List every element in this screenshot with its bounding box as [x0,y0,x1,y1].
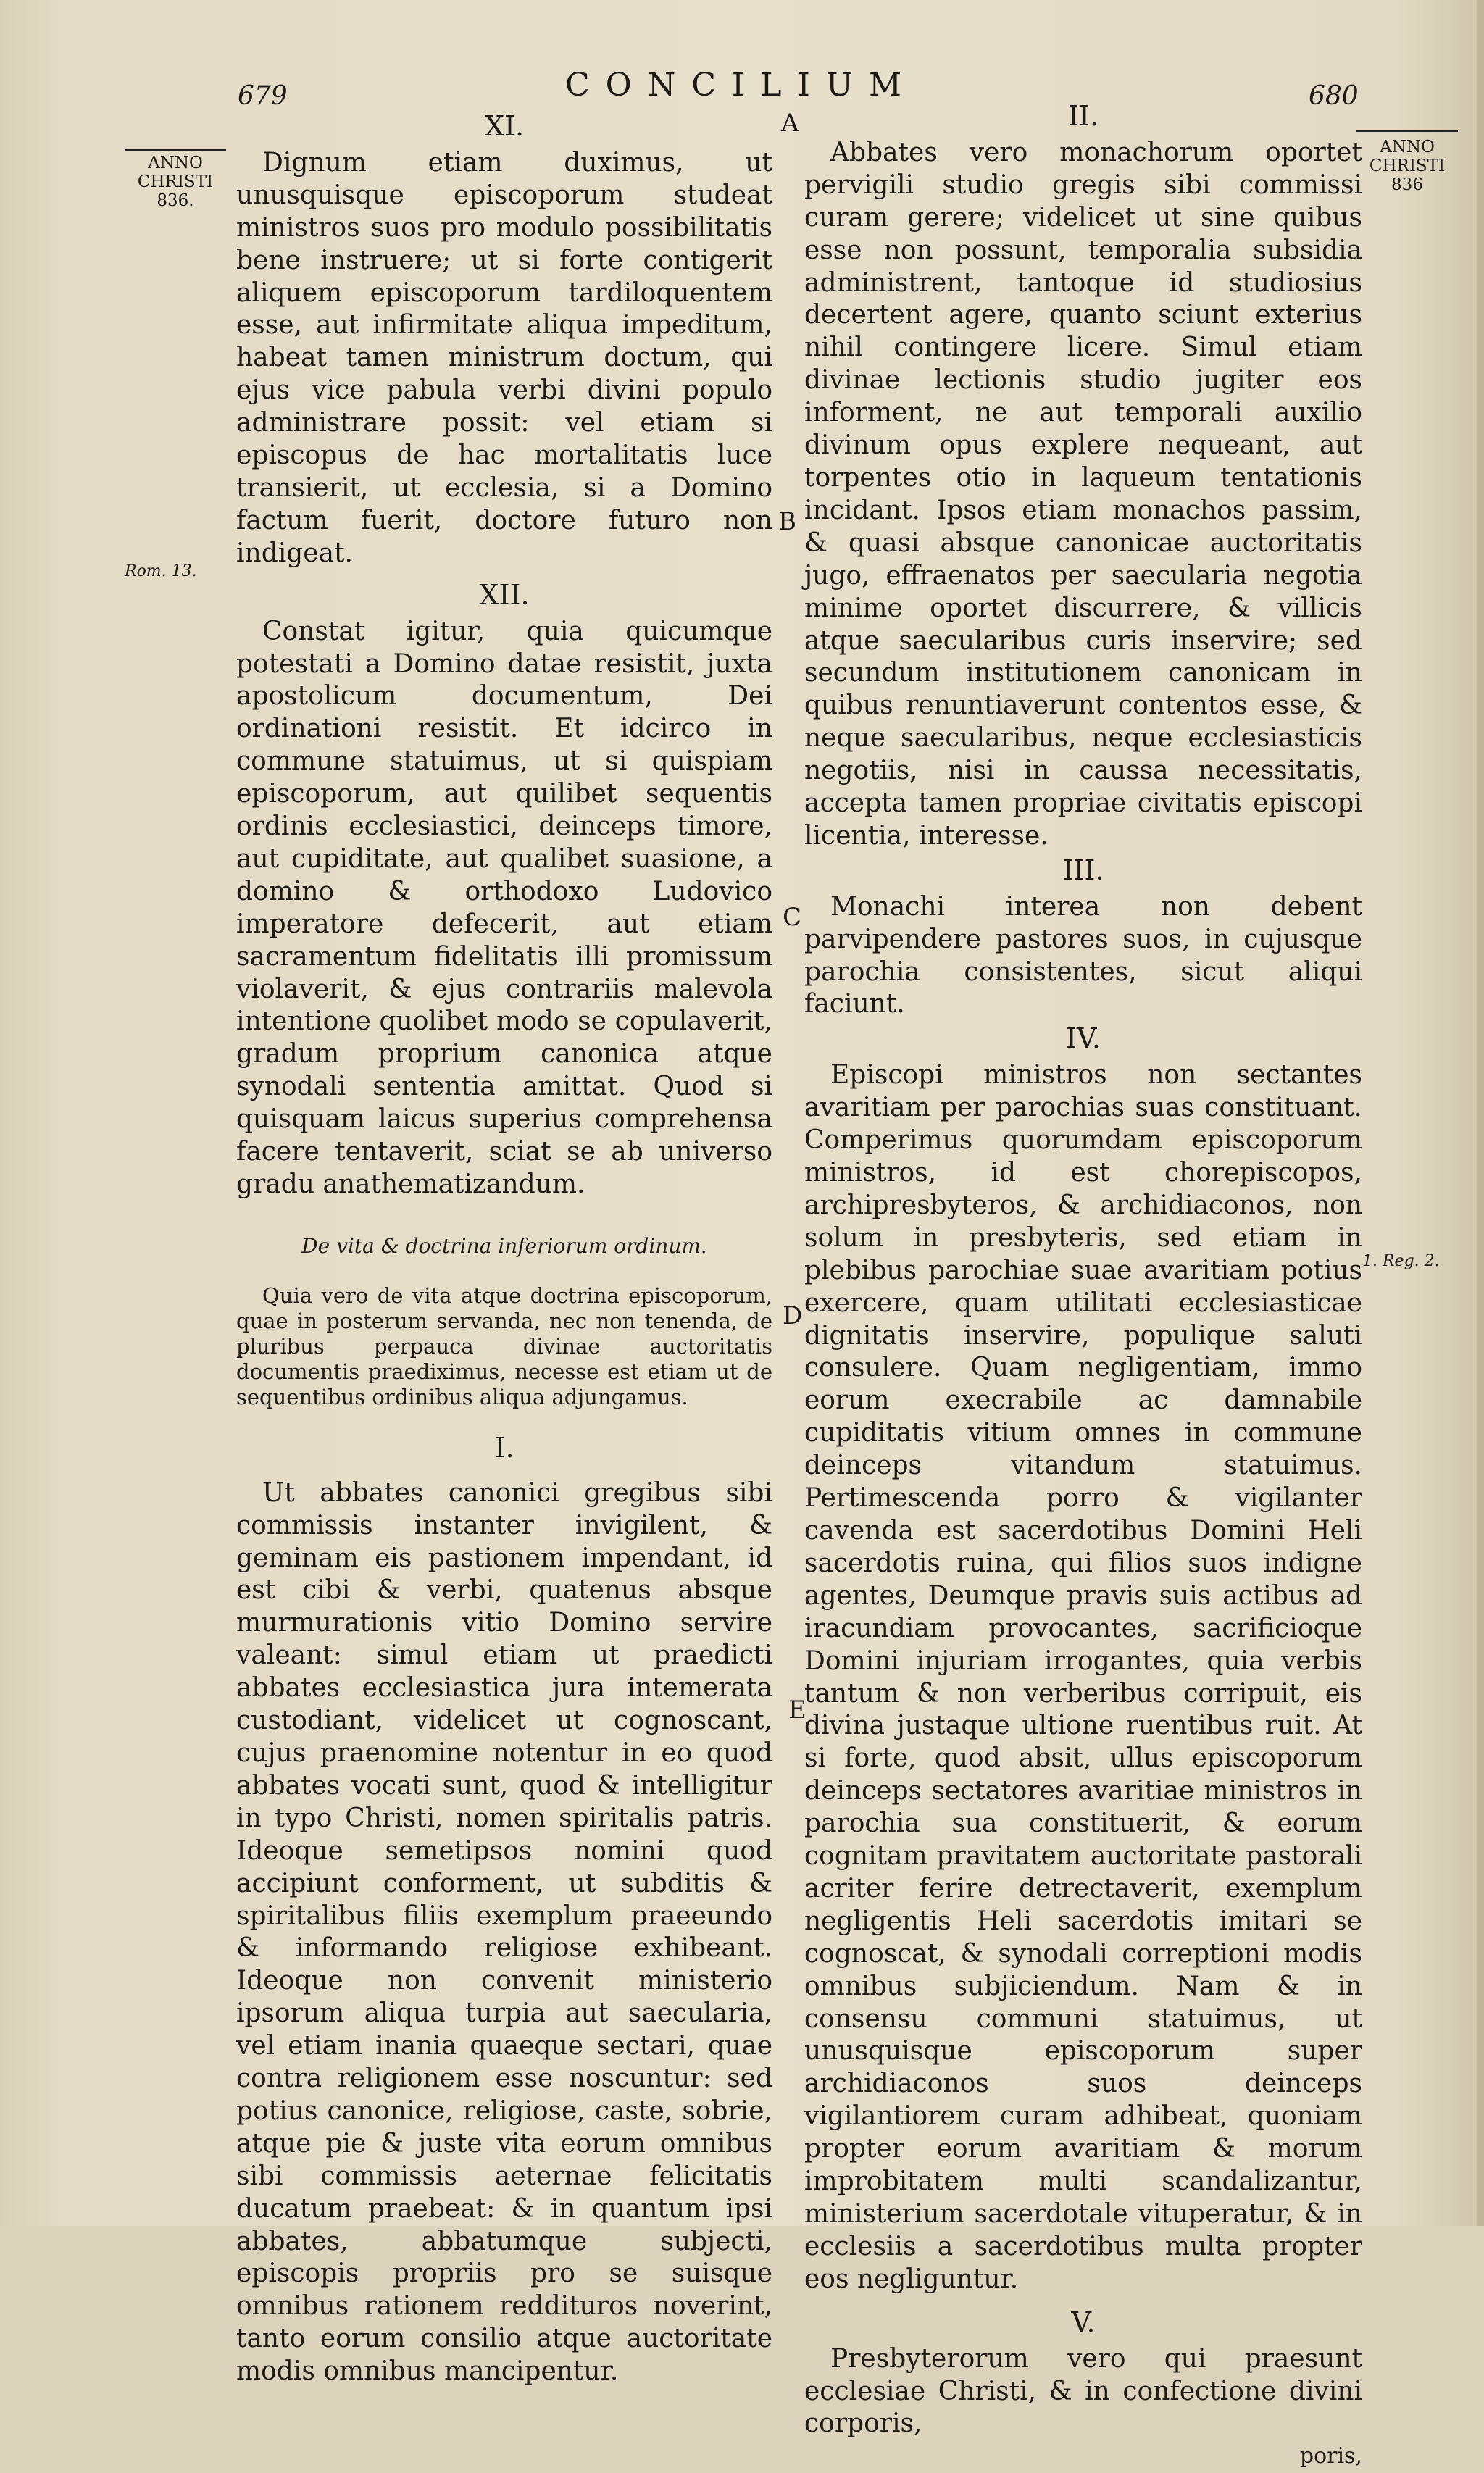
margin-anno: ANNO [148,154,203,172]
paragraph-v: Presbyterorum vero qui praesunt ecclesiae Christi, & in confectione divini corporis, [804,2343,1362,2439]
right-column [804,99,1362,2473]
paragraph-xii: Constat igitur, quia quicumque potestati a Domino datae resistit, juxta apostolicum documentum, Dei ordinationi resistit. Et idcirco in commune statuimus, ut si quispiam episcoporum, aut quilibet sequentis ordinis ecclesiastici, deinceps timore, aut cupiditate, aut qualibet suasione, a domino & orthodoxo Ludovico imperatore defecerit, aut etiam sacramentum fidelitatis illi promissum violaverit, & ejus contrariis malevola intentione quolibet modo se copulaverit, gradum proprium canonica atque synodali sententia amittat. Quod si quisquam laicus superius comprehensa facere tentaverit, sciat se ab universo gradu anathematizandum. [236,616,772,1199]
catchword: poris, [1299,2443,1362,2469]
marker-d: D [783,1301,803,1330]
marker-b: B [778,507,796,536]
marker-c: C [783,903,802,932]
margin-year: 836 [1391,175,1423,194]
paragraph-ii: Abbates vero monachorum oportet pervigili studio gregis sibi commissi curam gerere; videlicet ut sine quibus esse non possunt, temporalia subsidia administrent, tantoque id studiosius decertent agere, quanto sciunt exterius nihil contingere licere. Simul etiam divinae lectionis studio jugiter eos informent, ne aut temporali auxilio divinum opus explere nequeant, aut torpentes otio in laqueum tentationis incidant. Ipsos etiam monachos passim, & quasi absque canonicae auctoritatis jugo, effraenatos per saecularia negotia minime oportet discurrere, & villicis atque saecularibus curis inservire; sed secundum institutionem canonicam in quibus renuntiaverunt contentos esse, & neque saecularibus, neque ecclesiasticis negotiis, nisi in caussa necessitatis, accepta tamen propriae civitatis episcopi licentia, interesse. [804,137,1362,851]
section-number: I. [494,1431,514,1464]
paragraph-iv: Episcopi ministros non sectantes avaritiam per parochias suas constituant. Comperimus quorumdam episcoporum ministros, id est chorepiscopos, archipresbyteros, & archidiaconos, non solum in presbyteris, sed etiam in plebibus parochiae suae avaritiam potius exercere, quam utilitati ecclesiasticae dignitatis inservire, populique saluti consulere. Quam negligentiam, immo eorum execrabile ac damnabile cupiditatis vitium omnes in commune deinceps vitandum statuimus. Pertimescenda porro & vigilanter cavenda est sacerdotibus Domini Heli sacerdotis ruina, qui filios suos indigne agentes, Deumque pravis suis actibus ad iracundiam provocantes, sacrificioque Domini injuriam irrogantes, quia verbis tantum & non verberibus corripuit, eis divina justaque ultione ruentibus ruit. At si forte, quod absit, ullus episcoporum deinceps sectatores avaritiae ministros in parochia sua constituerit, & eorum cognitam pravitatem auctoritate pastorali acriter ferire detrectaverit, exemplum negligentis Heli sacerdotis imitari se cognoscat, & synodali correptioni modis omnibus subjiciendum. Nam & in consensu communi statuimus, ut unusquisque episcoporum super archidiaconos suos deinceps vigilantiorem curam adhibeat, quoniam propter eorum avaritiam & morum improbitatem multi scandalizantur, ministerium sacerdotale vituperatur, & in ecclesiis a sacerdotibus multa propter eos negliguntur. [804,1060,1362,2294]
marker-e: E [788,1696,806,1725]
left-column [236,109,772,2388]
margin-year-left [129,154,222,210]
running-header: CONCILIUM [565,67,918,104]
margin-year-right [1361,138,1454,194]
intro-paragraph: Quia vero de vita atque doctrina episcoporum, quae in posterum servanda, nec non tenenda, de pluribus perpauca divinae auctoritatis documentis praediximus, necesse est etiam ut de sequentibus ordinibus aliqua adjungamus. [236,1283,772,1409]
margin-year: 836. [157,191,194,210]
paragraph-i: Ut abbates canonici gregibus sibi commissis instanter invigilent, & geminam eis pastionem impendant, id est cibi & verbi, quatenus absque murmurationis vitio Domino servire valeant: simul etiam ut praedicti abbates ecclesiastica jura intemerata custodiant, videlicet ut cognoscant, cujus praenomine notentur in eo quod abbates vocati sunt, quod & intelligitur in typo Christi, nomen spiritalis patris. Ideoque semetipsos nomini quod accipiunt conforment, ut subditis & spiritalibus filiis exemplum praeeundo & informando religiose exhibeant. Ideoque non convenit ministerio ipsorum aliqua turpia aut saecularia, vel etiam inania quaeque sectari, quae contra religionem esse noscuntur: sed potius canonice, religiose, caste, sobrie, atque pie & juste vita eorum omnibus sibi commissis aeternae felicitatis ducatum praebeat: & in quantum ipsi abbates, abbatumque subjecti, episcopis propriis pro se suisque omnibus rationem reddituros noverint, tanto eorum consilio atque auctoritate modis omnibus mancipentur. [236,1477,772,2387]
section-number: II. [1067,100,1099,132]
section-number: III. [1062,854,1104,886]
paragraph-xi: Dignum etiam duximus, ut unusquisque episcoporum studeat ministros suos pro modulo possibilitatis bene instruere; ut si forte contigerit aliquem episcoporum tardiloquentem esse, aut infirmitate aliqua impeditum, habeat tamen ministrum doctum, qui ejus vice pabula verbi divini populo administrare possit: vel etiam si episcopus de hac mortalitatis luce transierit, ut ecclesia, si a Domino factum fuerit, doctore futuro non indigeat. [236,147,772,568]
page-number-left: 679 [238,81,288,111]
section-number: XI. [484,110,525,142]
section-number: V. [1071,2306,1096,2338]
margin-note-reg: 1. Reg. 2. [1362,1252,1440,1270]
rule-right [1356,130,1458,132]
marker-a: A [781,109,799,138]
paragraph-iii: Monachi interea non debent parvipendere pastores suos, in cujusque parochia consistentes, sicut aliqui faciunt. [804,891,1362,1019]
subheading: De vita & doctrina inferiorum ordinum. [301,1233,707,1258]
margin-christi: CHRISTI [1369,157,1446,175]
section-number: IV. [1066,1022,1101,1055]
section-number: XII. [479,578,530,611]
rule-left [125,149,226,151]
margin-anno: ANNO [1380,138,1435,157]
margin-note-rom: Rom. 13. [125,562,197,580]
page-number-right: 680 [1309,81,1359,111]
margin-christi: CHRISTI [137,172,214,191]
page-edge [1477,0,1484,2226]
